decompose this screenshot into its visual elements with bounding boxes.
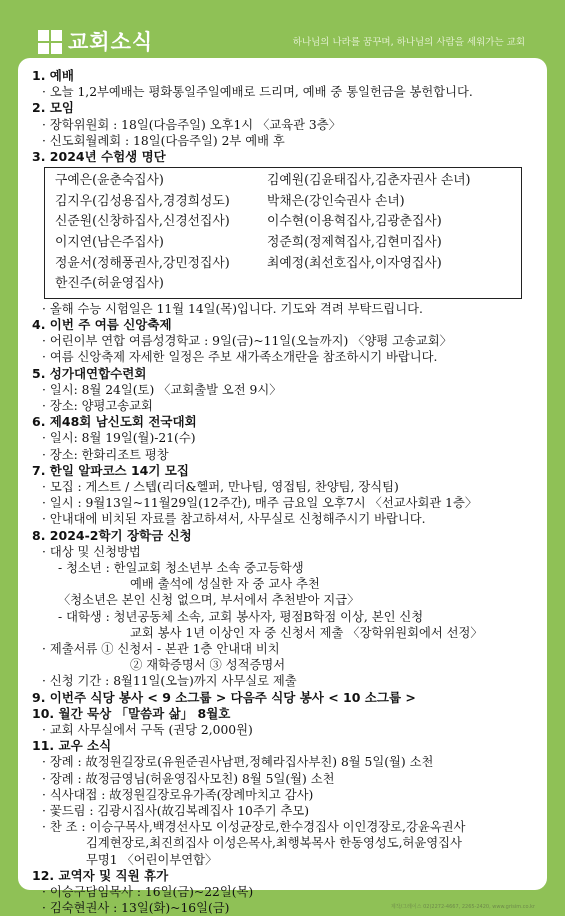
list-item: · 대상 및 신청방법 <box>42 544 141 559</box>
list-item: 무명1 〈어린이부연합〉 <box>86 852 218 867</box>
list-item: · 일시: 8월 19일(월)-21(수) <box>42 431 196 446</box>
header <box>0 0 565 58</box>
list-item: · 어린이부 연합 여름성경학교 : 9일(금)~11일(오늘까지) 〈양평 고송교회〉 <box>42 334 452 349</box>
list-item: · 안내대에 비치된 자료를 참고하셔서, 사무실로 신청해주시기 바랍니다. <box>42 512 426 527</box>
list-item: · 교회 사무실에서 구독 (권당 2,000원) <box>42 723 253 738</box>
section-title: 3. 2024년 수험생 명단 <box>32 149 166 165</box>
list-item: · 올해 수능 시험일은 11월 14일(목)입니다. 기도와 격려 부탁드립니다. <box>42 301 423 316</box>
list-item: · 김숙현권사 : 13일(화)~16일(금) <box>42 901 230 916</box>
tagline: 하나님의 나라를 꿈꾸며, 하나님의 사람을 세워가는 교회 <box>292 37 525 48</box>
section-title: 8. 2024-2학기 장학금 신청 <box>32 527 192 543</box>
list-item: · 장례 : 故정금영님(허윤영집사모친) 8월 5일(월) 소천 <box>42 771 335 786</box>
list-item: · 장소: 양평고송교회 <box>42 399 153 413</box>
student-name: 이지연(남은주집사) <box>55 235 164 250</box>
section-title: 11. 교우 소식 <box>32 738 112 754</box>
footer-credit: 제작/그레이스 02)2272-4667, 2265-2420, www.grisim.co.kr <box>390 904 535 910</box>
list-item: 교회 봉사 1년 이상인 자 중 신청서 제출 〈장학위원회에서 선정〉 <box>130 625 483 640</box>
list-item: · 장소: 한화리조트 평창 <box>42 447 169 462</box>
list-item: · 모집 : 게스트 / 스텝(리더&헬퍼, 만나팀, 영접팀, 찬양팀, 장식팀) <box>42 480 399 495</box>
section-title: 4. 이번 주 여름 신앙축제 <box>32 316 172 332</box>
list-item: 예배 출석에 성실한 자 중 교사 추천 <box>130 577 320 592</box>
list-item: - 대학생 : 청년공동체 소속, 교회 봉사자, 평점B학점 이상, 본인 신청 <box>58 609 424 624</box>
list-item: · 장학위원회 : 18일(다음주일) 오후1시 〈교육관 3층〉 <box>42 117 341 132</box>
student-name: 최예정(최선호집사,이자영집사) <box>267 255 442 271</box>
student-name: 이수현(이용혁집사,김광춘집사) <box>267 214 442 230</box>
list-item: · 식사대접 : 故정원길장로유가족(장례마치고 감사) <box>42 787 314 802</box>
student-name: 신준원(신창하집사,신경선집사) <box>55 214 230 230</box>
student-name: 박채은(강인숙권사 손녀) <box>267 193 405 209</box>
student-name: 김지우(김성용집사,경경희성도) <box>55 193 230 209</box>
student-name: 김예원(김윤태집사,김춘자권사 손녀) <box>267 173 471 189</box>
list-item: 〈청소년은 본인 신청 없으며, 부서에서 추천받아 지급〉 <box>58 593 360 608</box>
list-item: 김계현장로,최진희집사 이성은목사,최행복목사 한동영성도,허윤영집사 <box>86 836 462 851</box>
student-name: 정윤서(정해풍권사,강민정집사) <box>55 255 230 271</box>
student-name: 구예은(윤춘숙집사) <box>55 173 164 189</box>
list-item: · 꽃드림 : 김광시집사(故김복례집사 10주기 추모) <box>42 804 310 819</box>
logo-squares-icon <box>38 30 62 54</box>
section-title: 6. 제48회 남신도회 전국대회 <box>32 414 197 430</box>
list-item: · 장례 : 故정원길장로(유원준권사남편,정혜라집사부친) 8월 5일(월) 소천 <box>42 755 434 770</box>
page-title: 교회소식 <box>68 30 154 54</box>
section-title: 9. 이번주 식당 봉사 < 9 소그룹 > 다음주 식당 봉사 < 10 소그룹 > <box>32 689 416 705</box>
list-item: · 오늘 1,2부예배는 평화통일주일예배로 드리며, 예배 중 통일헌금을 봉헌합니다. <box>42 85 473 100</box>
section-title: 12. 교역자 및 직원 휴가 <box>32 867 169 883</box>
student-name-box <box>44 167 522 299</box>
notice-list <box>32 68 542 916</box>
section-title: 10. 월간 묵상 「말씀과 삶」 8월호 <box>32 705 231 721</box>
section-title: 5. 성가대연합수련회 <box>32 365 147 381</box>
student-name <box>257 274 523 295</box>
list-item: · 찬 조 : 이승구목사,백경선사모 이성균장로,한수경집사 이인경장로,강윤옥권사 <box>42 820 466 835</box>
section-title: 1. 예배 <box>32 68 74 83</box>
student-name: 한진주(허윤영집사) <box>55 276 164 292</box>
student-name: 정준희(정제혁집사,김현미집사) <box>267 235 442 250</box>
list-item: · 신청 기간 : 8월11일(오늘)까지 사무실로 제출 <box>42 674 297 689</box>
list-item: - 청소년 : 한일교회 청소년부 소속 중고등학생 <box>58 561 304 576</box>
list-item: · 여름 신앙축제 자세한 일정은 주보 새가족소개란을 참조하시기 바랍니다. <box>42 350 438 365</box>
list-item: · 일시 : 9월13일~11월29일(12주간), 매주 금요일 오후7시 〈선교사회관 1층〉 <box>42 496 478 511</box>
list-item: · 신도회월례회 : 18일(다음주일) 2부 예배 후 <box>42 133 285 148</box>
list-item: ② 재학증명서 ③ 성적증명서 <box>130 658 286 673</box>
list-item: · 이승구담임목사 : 16일(금)~22일(목) <box>42 885 254 900</box>
list-item: · 제출서류 ① 신청서 - 본관 1층 안내대 비치 <box>42 642 280 657</box>
list-item: · 일시: 8월 24일(토) 〈교회출발 오전 9시〉 <box>42 382 282 397</box>
section-title: 2. 모임 <box>32 100 74 116</box>
section-title: 7. 한일 알파코스 14기 모집 <box>32 462 189 478</box>
